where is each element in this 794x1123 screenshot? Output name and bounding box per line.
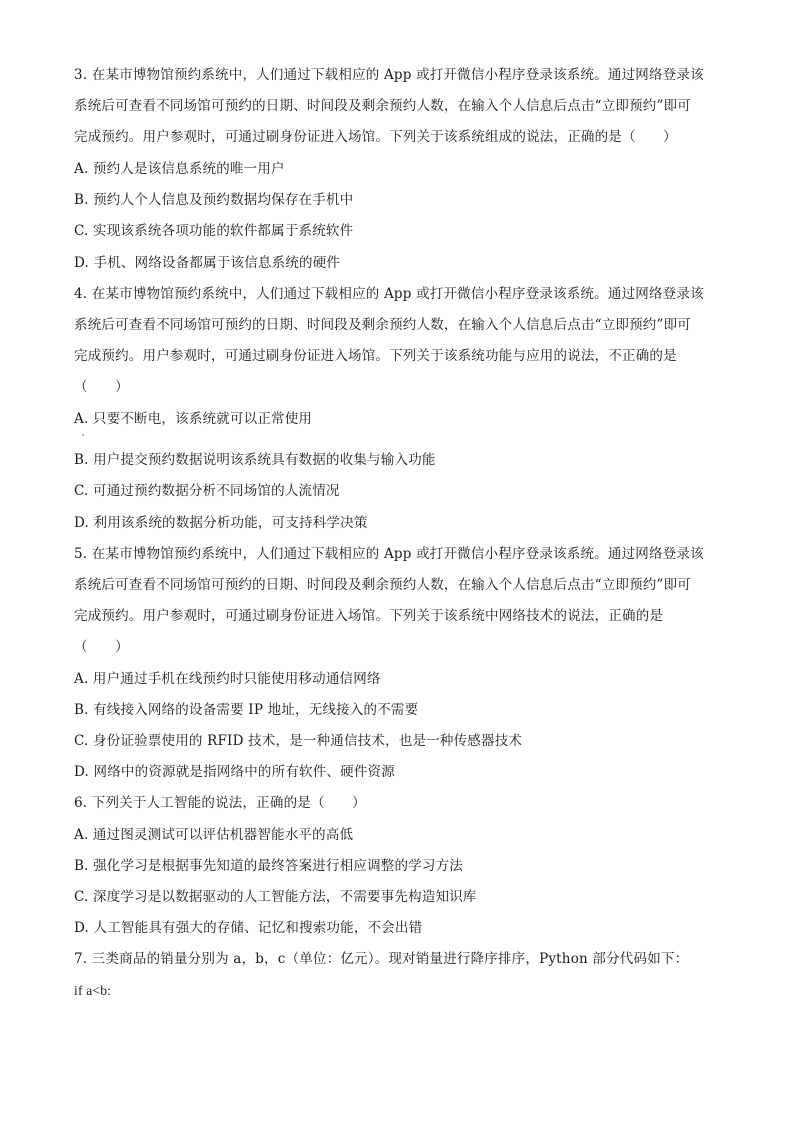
q5-stem-line-2: 系统后可查看不同场馆可预约的日期、时间段及剩余预约人数，在输入个人信息后点击“立即预约”即可 [74,577,692,593]
q4-option-a: A. 只要不断电，该系统就可以正常使用 [74,411,313,427]
q3-option-c: C. 实现该系统各项功能的软件都属于系统软件 [74,223,354,239]
q3-stem-line-3: 完成预约。用户参观时，可通过刷身份证进入场馆。下列关于该系统组成的说法，正确的是（ ） [74,129,677,145]
q5-option-a: A. 用户通过手机在线预约时只能使用移动通信网络 [74,671,381,687]
q6-stem-line-1: 6. 下列关于人工智能的说法，正确的是（ ） [74,795,366,811]
q5-stem-line-4: （ ） [74,639,129,655]
q7-code-line-1: if a<b: [74,983,112,998]
q5-stem-line-1: 5. 在某市博物馆预约系统中，人们通过下载相应的 App 或打开微信小程序登录该系统。通过网络登录该 [74,546,704,562]
q4-stem-line-3: 完成预约。用户参观时，可通过刷身份证进入场馆。下列关于该系统功能与应用的说法，不正确的是 [74,348,677,364]
q3-option-d: D. 手机、网络设备都属于该信息系统的硬件 [74,255,341,271]
q6-option-c: C. 深度学习是以数据驱动的人工智能方法，不需要事先构造知识库 [74,889,477,905]
q3-option-b: B. 预约人个人信息及预约数据均保存在手机中 [74,192,354,208]
scan-speck [82,434,84,436]
q4-option-c: C. 可通过预约数据分析不同场馆的人流情况 [74,483,340,499]
q4-option-b: B. 用户提交预约数据说明该系统具有数据的收集与输入功能 [74,452,436,468]
q4-stem-line-2: 系统后可查看不同场馆可预约的日期、时间段及剩余预约人数，在输入个人信息后点击“立即预约”即可 [74,317,692,333]
q3-option-a: A. 预约人是该信息系统的唯一用户 [74,161,285,177]
q3-stem-line-2: 系统后可查看不同场馆可预约的日期、时间段及剩余预约人数，在输入个人信息后点击“立即预约”即可 [74,98,692,114]
q5-option-d: D. 网络中的资源就是指网络中的所有软件、硬件资源 [74,764,395,780]
q4-stem-line-1: 4. 在某市博物馆预约系统中，人们通过下载相应的 App 或打开微信小程序登录该系统。通过网络登录该 [74,286,704,302]
q7-stem-line-1: 7. 三类商品的销量分别为 a，b，c（单位：亿元）。现对销量进行降序排序，Python 部分代码如下： [74,951,689,967]
q6-option-b: B. 强化学习是根据事先知道的最终答案进行相应调整的学习方法 [74,858,464,874]
q5-stem-line-3: 完成预约。用户参观时，可通过刷身份证进入场馆。下列关于该系统中网络技术的说法，正确的是 [74,608,664,624]
q5-option-b: B. 有线接入网络的设备需要 IP 地址，无线接入的不需要 [74,702,419,718]
q6-option-a: A. 通过图灵测试可以评估机器智能水平的高低 [74,827,354,843]
q3-stem-line-1: 3. 在某市博物馆预约系统中，人们通过下载相应的 App 或打开微信小程序登录该系统。通过网络登录该 [74,67,704,83]
q4-stem-line-4: （ ） [74,379,129,395]
q5-option-c: C. 身份证验票使用的 RFID 技术，是一种通信技术，也是一种传感器技术 [74,733,523,749]
q4-option-d: D. 利用该系统的数据分析功能，可支持科学决策 [74,515,368,531]
q6-option-d: D. 人工智能具有强大的存储、记忆和搜索功能，不会出错 [74,920,423,936]
